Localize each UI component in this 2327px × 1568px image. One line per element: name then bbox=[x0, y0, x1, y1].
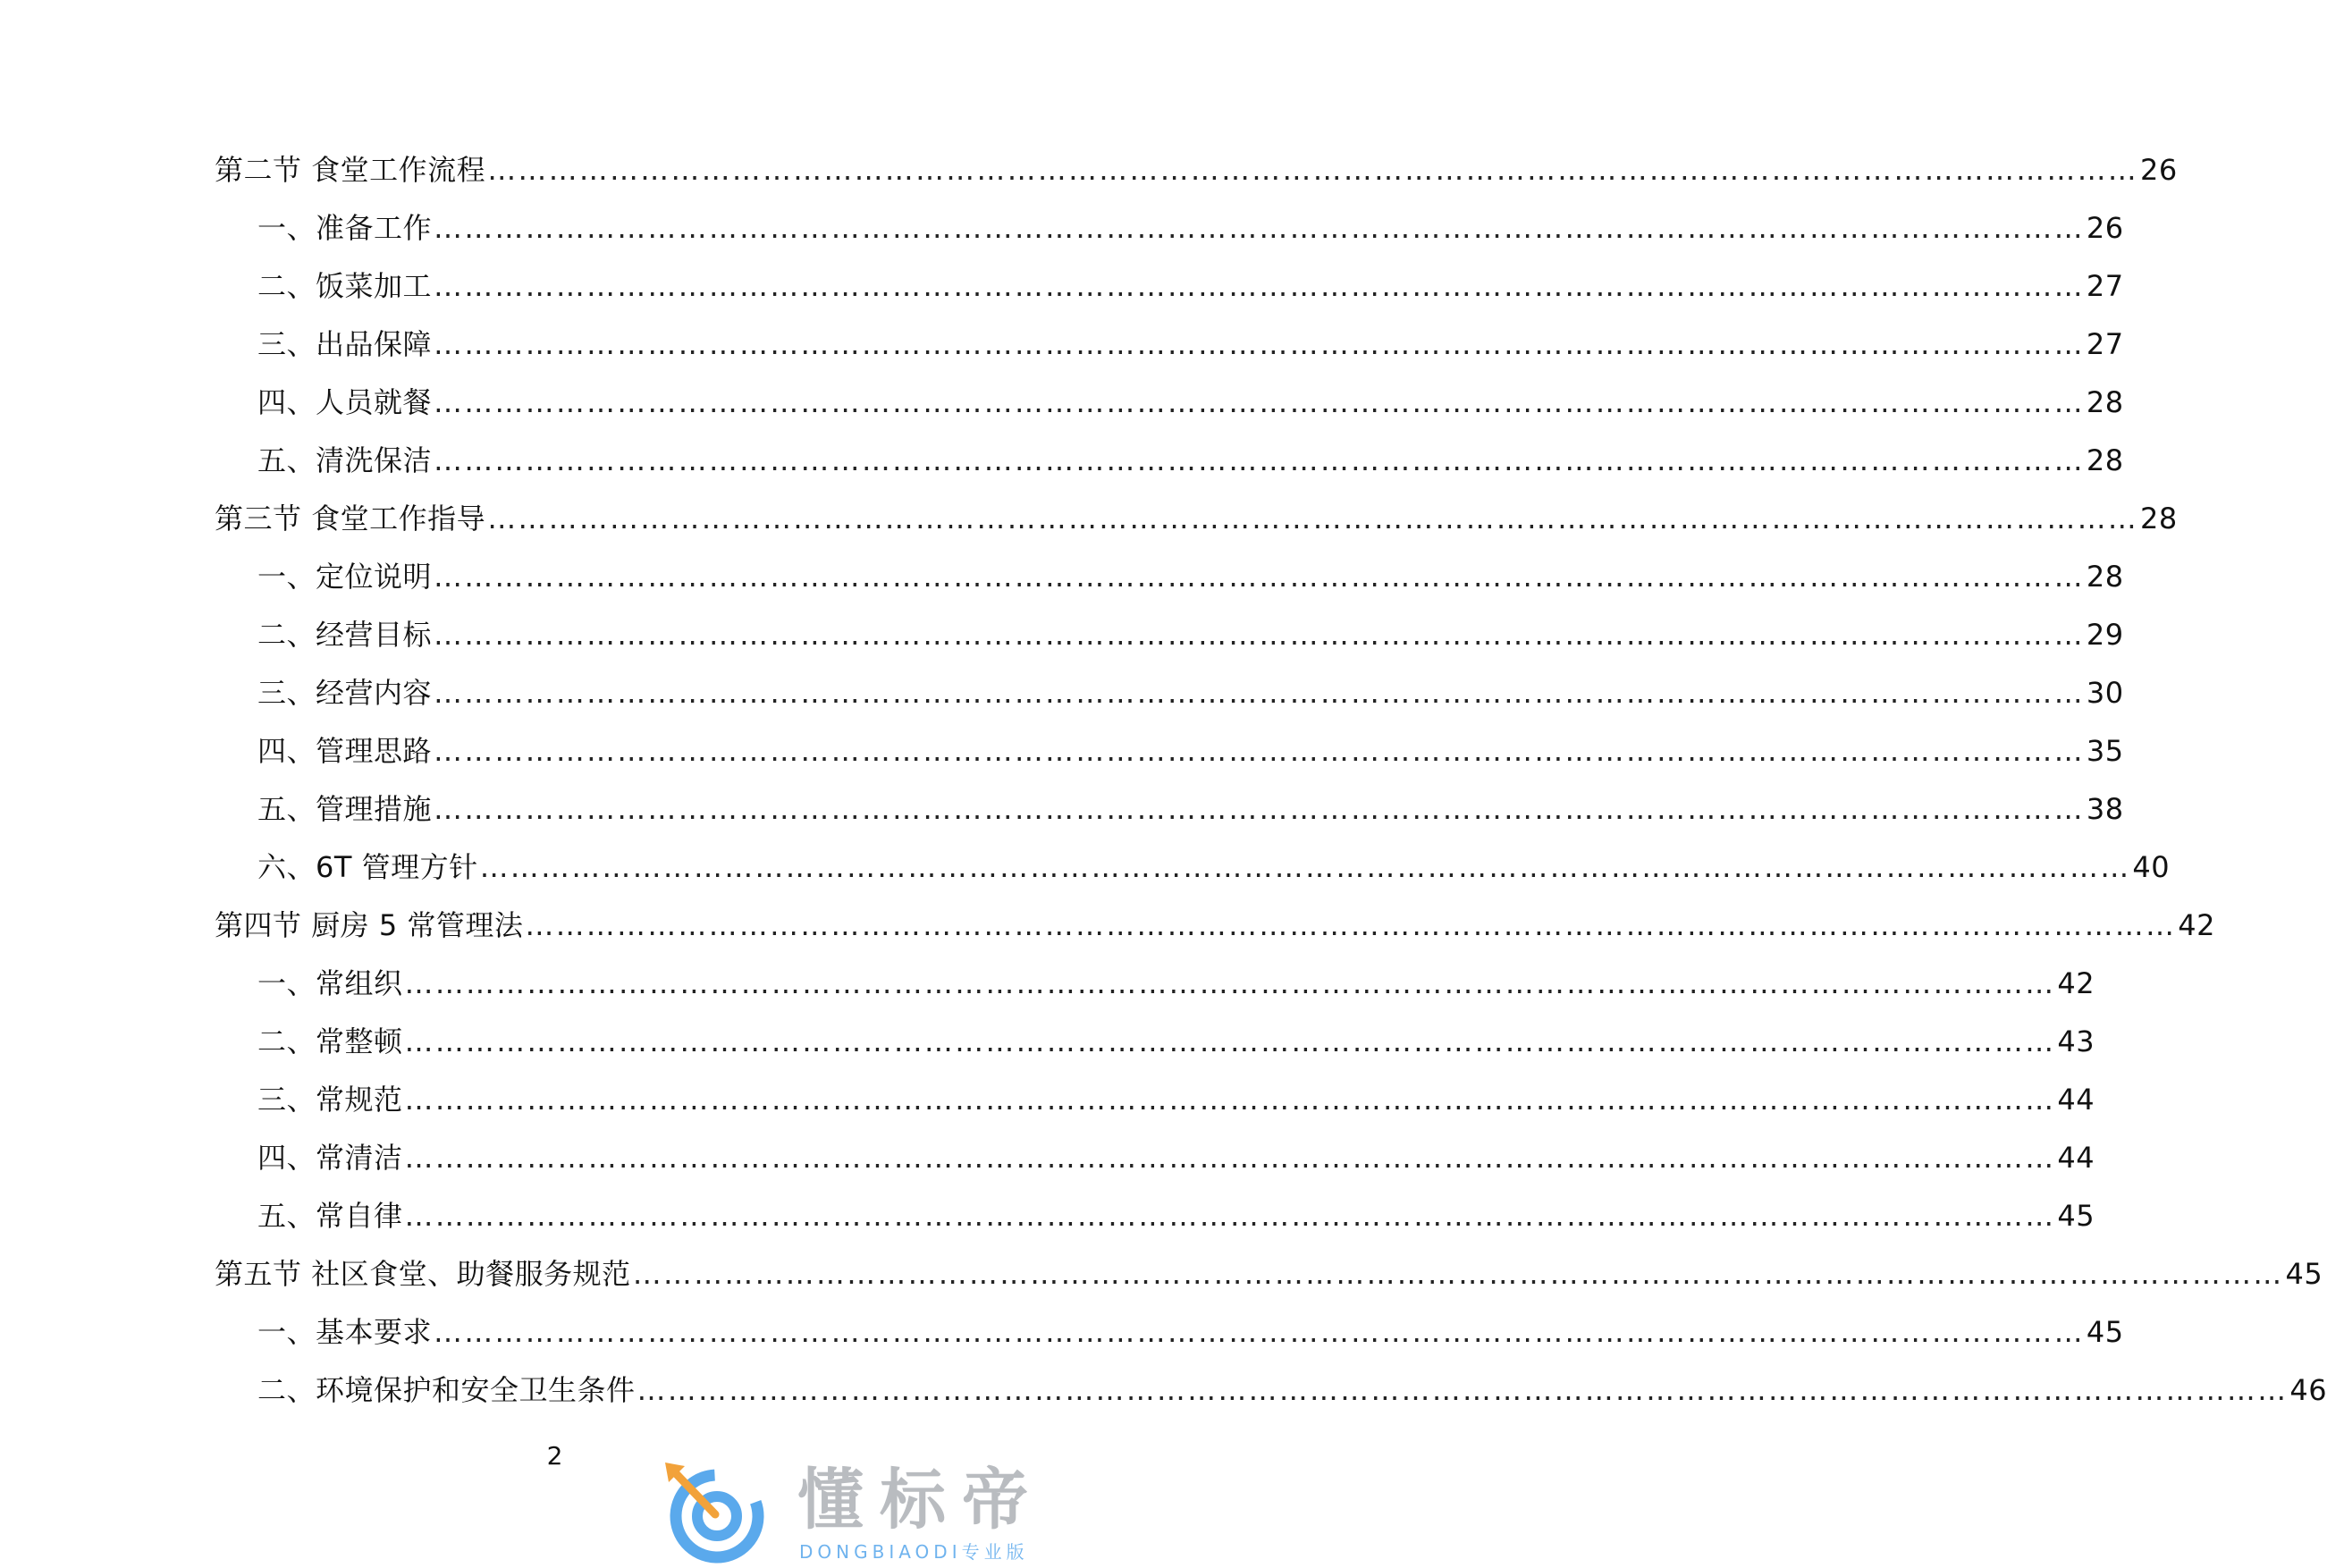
toc-entry[interactable] bbox=[215, 1187, 2095, 1245]
toc-entry-page: 28 bbox=[2086, 443, 2124, 477]
target-arrow-icon bbox=[662, 1459, 769, 1564]
toc-dot-leader: ……………………………………………………………………………………………………………………………………………… bbox=[434, 385, 2085, 419]
toc-entry-title: 一、定位说明 bbox=[257, 560, 433, 594]
toc-entry-title: 五、管理措施 bbox=[257, 792, 433, 826]
toc-entry-page: 44 bbox=[2057, 1141, 2095, 1175]
toc-entry[interactable] bbox=[215, 548, 2124, 606]
toc-dot-leader: ……………………………………………………………………………………………………………………………………………… bbox=[632, 1257, 2284, 1291]
toc-entry-title: 六、6T 管理方针 bbox=[257, 850, 478, 884]
toc-entry-title: 四、常清洁 bbox=[257, 1141, 403, 1175]
toc-entry-page: 26 bbox=[2086, 211, 2124, 245]
toc-entry-page: 28 bbox=[2140, 502, 2178, 535]
toc-entry-page: 28 bbox=[2086, 385, 2124, 419]
toc-entry[interactable] bbox=[215, 1361, 2327, 1420]
toc-entry-page: 40 bbox=[2132, 850, 2171, 884]
toc-entry-title: 一、准备工作 bbox=[257, 211, 433, 245]
toc-entry-title: 第三节 食堂工作指导 bbox=[215, 502, 486, 535]
toc-entry-page: 29 bbox=[2086, 618, 2124, 652]
toc-dot-leader: ……………………………………………………………………………………………………………………………………………… bbox=[434, 211, 2085, 245]
toc-entry[interactable] bbox=[215, 722, 2124, 780]
toc-entry-page: 35 bbox=[2086, 734, 2124, 768]
toc-dot-leader: ……………………………………………………………………………………………………………………………………………… bbox=[404, 1141, 2056, 1175]
toc-dot-leader: ……………………………………………………………………………………………………………………………………………… bbox=[434, 618, 2085, 652]
toc-entry[interactable] bbox=[215, 141, 2178, 199]
toc-entry[interactable] bbox=[215, 199, 2124, 257]
toc-entry-title: 一、基本要求 bbox=[257, 1315, 433, 1349]
toc-entry-title: 二、常整顿 bbox=[257, 1024, 403, 1058]
toc-entry-title: 三、出品保障 bbox=[257, 327, 433, 361]
toc-entry-page: 45 bbox=[2057, 1199, 2095, 1233]
toc-dot-leader: ……………………………………………………………………………………………………………………………………………… bbox=[487, 502, 2138, 535]
toc-entry-title: 三、常规范 bbox=[257, 1083, 403, 1117]
toc-dot-leader: ……………………………………………………………………………………………………………………………………………… bbox=[637, 1373, 2289, 1407]
toc-entry-page: 38 bbox=[2086, 792, 2124, 826]
toc-dot-leader: ……………………………………………………………………………………………………………………………………………… bbox=[434, 327, 2085, 361]
toc-dot-leader: ……………………………………………………………………………………………………………………………………………… bbox=[434, 443, 2085, 477]
toc-entry-title: 五、常自律 bbox=[257, 1199, 403, 1233]
toc-entry-title: 一、常组织 bbox=[257, 966, 403, 1000]
toc-entry[interactable] bbox=[215, 780, 2124, 839]
watermark-subtitle: DONGBIAODI专业版 bbox=[799, 1541, 1029, 1563]
toc-dot-leader: ……………………………………………………………………………………………………………………………………………… bbox=[434, 792, 2085, 826]
toc-entry-title: 三、经营内容 bbox=[257, 676, 433, 710]
toc-entry-page: 43 bbox=[2057, 1024, 2095, 1058]
toc-entry-page: 46 bbox=[2289, 1373, 2327, 1407]
toc-dot-leader: ……………………………………………………………………………………………………………………………………………… bbox=[404, 1083, 2056, 1117]
toc-entry-page: 26 bbox=[2140, 153, 2178, 187]
toc-entry[interactable] bbox=[215, 839, 2171, 897]
toc-dot-leader: ……………………………………………………………………………………………………………………………………………… bbox=[434, 676, 2085, 710]
toc-entry-title: 五、清洗保洁 bbox=[257, 443, 433, 477]
toc-entry[interactable] bbox=[215, 490, 2178, 548]
watermark-brand-name: 懂标帝 bbox=[797, 1462, 1044, 1538]
toc-entry-title: 四、人员就餐 bbox=[257, 385, 433, 419]
toc-entry[interactable] bbox=[215, 1071, 2095, 1129]
page-number: 2 bbox=[546, 1441, 563, 1471]
toc-entry[interactable] bbox=[215, 1129, 2095, 1187]
toc-entry-page: 45 bbox=[2086, 1315, 2124, 1349]
toc-entry[interactable] bbox=[215, 316, 2124, 374]
toc-dot-leader: ……………………………………………………………………………………………………………………………………………… bbox=[479, 850, 2131, 884]
toc-entry-page: 27 bbox=[2086, 269, 2124, 303]
toc-dot-leader: ……………………………………………………………………………………………………………………………………………… bbox=[434, 1315, 2085, 1349]
toc-entry[interactable] bbox=[215, 374, 2124, 432]
toc-dot-leader: ……………………………………………………………………………………………………………………………………………… bbox=[404, 966, 2056, 1000]
toc-entry[interactable] bbox=[215, 1013, 2095, 1071]
toc-entry[interactable] bbox=[215, 1245, 2323, 1303]
toc-entry-page: 42 bbox=[2057, 966, 2095, 1000]
toc-dot-leader: ……………………………………………………………………………………………………………………………………………… bbox=[434, 734, 2085, 768]
watermark bbox=[662, 1459, 1091, 1564]
toc-entry-title: 二、饭菜加工 bbox=[257, 269, 433, 303]
toc-entry-title: 二、经营目标 bbox=[257, 618, 433, 652]
toc-entry-page: 44 bbox=[2057, 1083, 2095, 1117]
toc-entry-page: 42 bbox=[2178, 908, 2215, 942]
toc-entry-title: 第二节 食堂工作流程 bbox=[215, 153, 486, 187]
toc-entry[interactable] bbox=[215, 257, 2124, 316]
toc-entry[interactable] bbox=[215, 606, 2124, 664]
table-of-contents bbox=[215, 141, 2327, 1420]
toc-entry-title: 四、管理思路 bbox=[257, 734, 433, 768]
toc-entry-page: 27 bbox=[2086, 327, 2124, 361]
toc-entry-page: 28 bbox=[2086, 560, 2124, 594]
toc-entry-title: 第五节 社区食堂、助餐服务规范 bbox=[215, 1257, 631, 1291]
toc-dot-leader: ……………………………………………………………………………………………………………………………………………… bbox=[404, 1024, 2056, 1058]
toc-entry[interactable] bbox=[215, 1303, 2124, 1361]
toc-entry-page: 30 bbox=[2086, 676, 2124, 710]
toc-dot-leader: ……………………………………………………………………………………………………………………………………………… bbox=[434, 269, 2085, 303]
toc-entry[interactable] bbox=[215, 664, 2124, 722]
toc-dot-leader: ……………………………………………………………………………………………………………………………………………… bbox=[434, 560, 2085, 594]
toc-entry[interactable] bbox=[215, 432, 2124, 490]
toc-entry[interactable] bbox=[215, 897, 2215, 955]
toc-entry-title: 二、环境保护和安全卫生条件 bbox=[257, 1373, 636, 1407]
toc-dot-leader: ……………………………………………………………………………………………………………………………………………… bbox=[404, 1199, 2056, 1233]
toc-dot-leader: ……………………………………………………………………………………………………………………………………………… bbox=[525, 908, 2177, 942]
toc-entry-page: 45 bbox=[2285, 1257, 2323, 1291]
toc-entry[interactable] bbox=[215, 955, 2095, 1013]
toc-entry-title: 第四节 厨房 5 常管理法 bbox=[215, 908, 524, 942]
toc-dot-leader: ……………………………………………………………………………………………………………………………………………… bbox=[487, 153, 2138, 187]
